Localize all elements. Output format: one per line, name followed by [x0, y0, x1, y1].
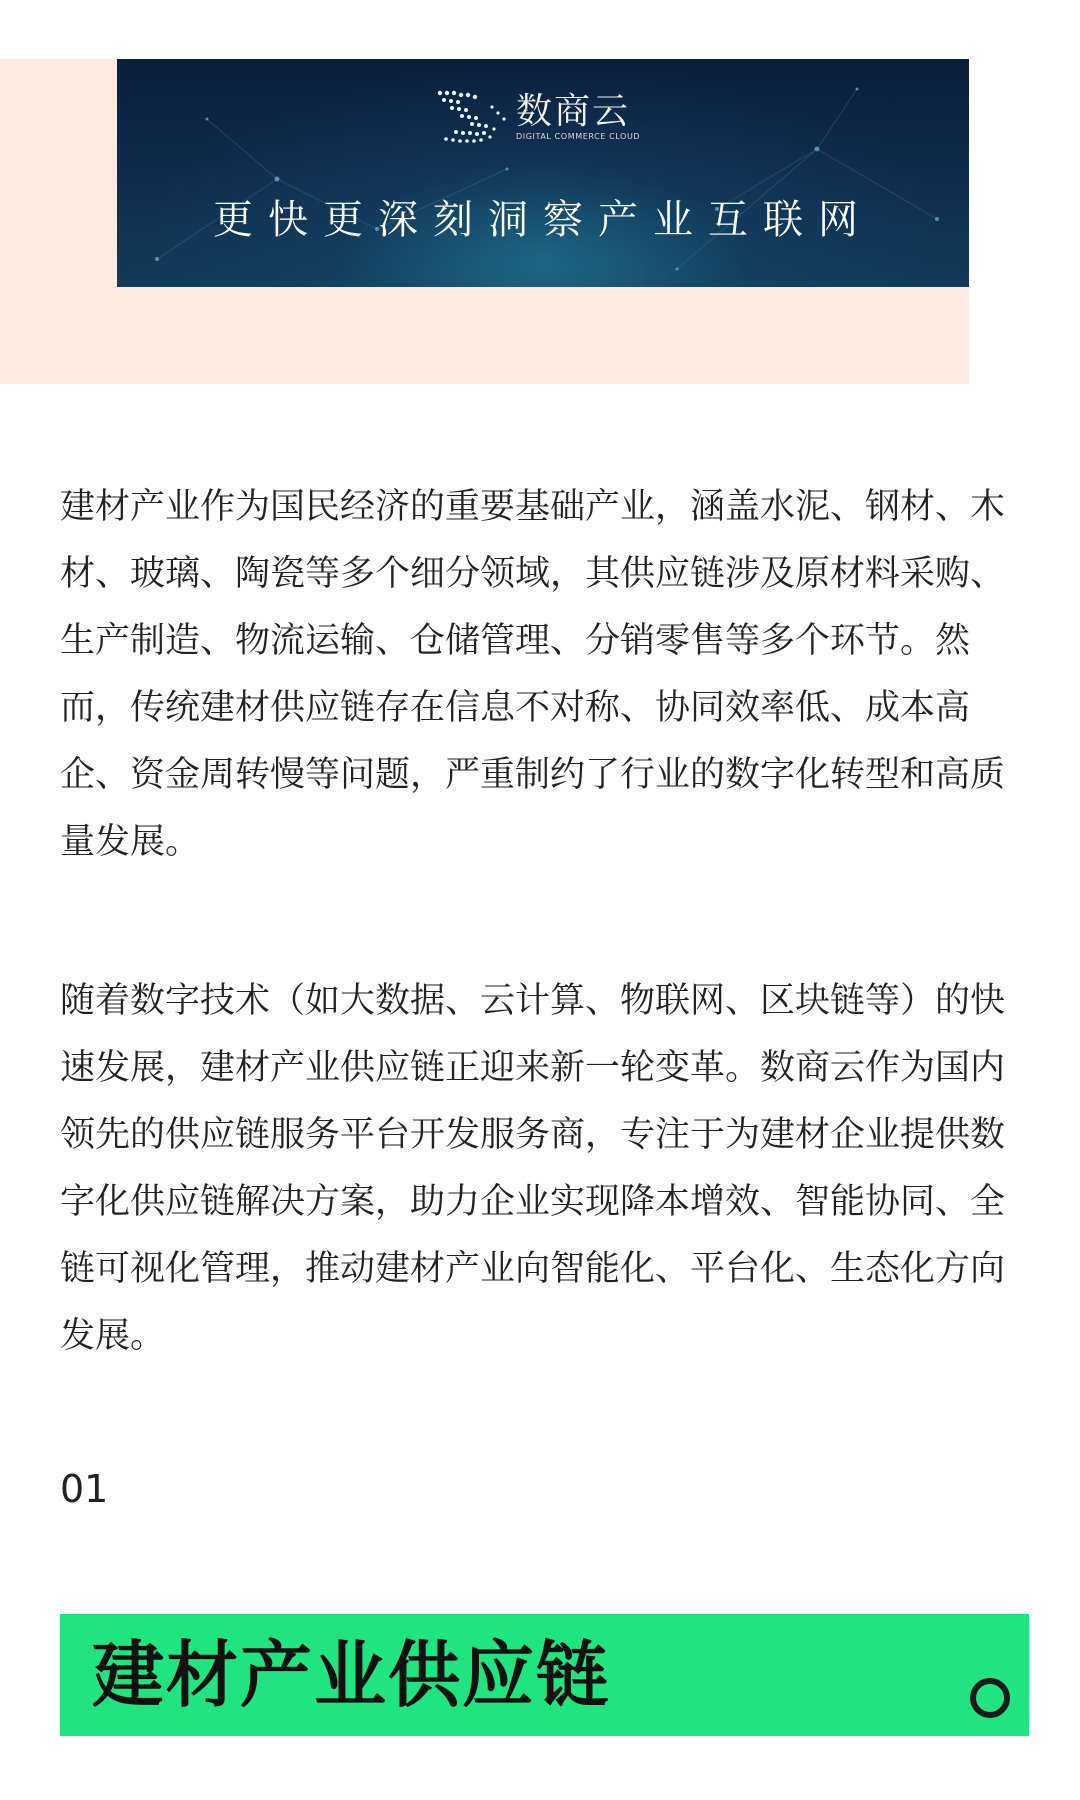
header-banner [117, 59, 969, 287]
ring-icon [968, 1676, 1012, 1720]
body-paragraph: 随着数字技术（如大数据、云计算、物联网、区块链等）的快速发展，建材产业供应链正迎来新一轮变革。数商云作为国内领先的供应链服务平台开发服务商，专注于为建材企业提供数字化供应链解决方案，助力企业实现降本增效、智能协同、全链可视化管理，推动建材产业向智能化、平台化、生态化方向发展。 [60, 981, 1006, 1356]
dot-s-logo-icon [432, 87, 512, 147]
brand-logo [432, 87, 640, 147]
brand-name-cn: 数商云 [516, 91, 631, 132]
brand-name-en: DIGITAL COMMERCE CLOUD [516, 132, 641, 141]
section-number: 01 [60, 1467, 109, 1511]
section-heading-bar [60, 1614, 1029, 1736]
section-title: 建材产业供应链 [92, 1633, 611, 1717]
intro-paragraph: 建材产业作为国民经济的重要基础产业，涵盖水泥、钢材、木材、玻璃、陶瓷等多个细分领域，其供应链涉及原材料采购、生产制造、物流运输、仓储管理、分销零售等多个环节。然而，传统建材供应链存在信息不对称、协同效率低、成本高企、资金周转慢等问题，严重制约了行业的数字化转型和高质量发展。 [60, 487, 1006, 862]
banner-slogan: 更快更深刻洞察产业互联网 [213, 197, 873, 243]
